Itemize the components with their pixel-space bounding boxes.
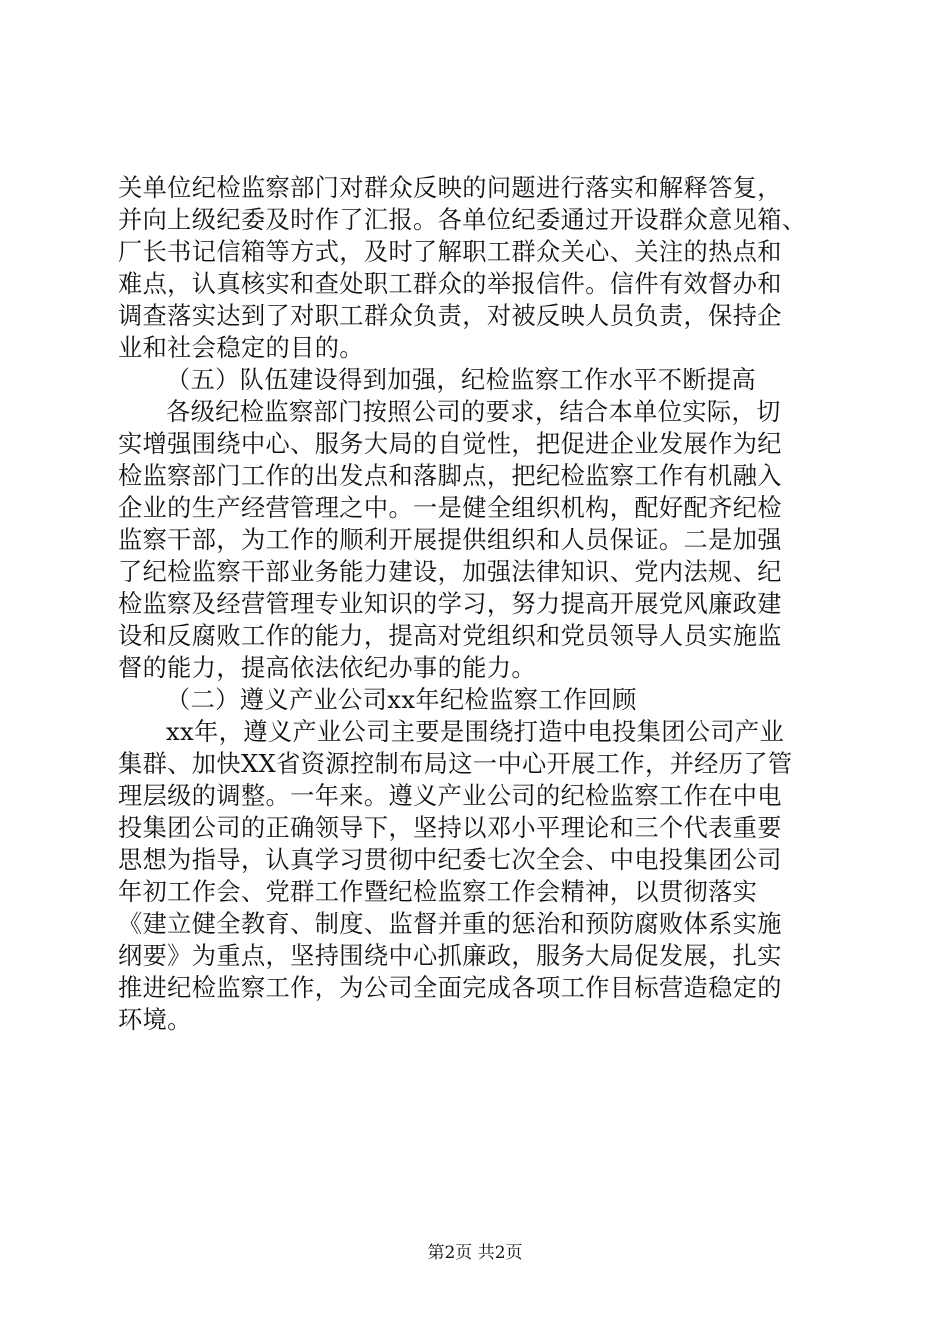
page-number-footer: 第2页 共2页 <box>427 1243 523 1263</box>
body-text-line: 理层级的调整。一年来。遵义产业公司的纪检监察工作在中电 <box>118 782 782 810</box>
section-heading: （五）队伍建设得到加强，纪检监察工作水平不断提高 <box>166 366 757 394</box>
body-text-line: 思想为指导，认真学习贯彻中纪委七次全会、中电投集团公司 <box>118 846 782 874</box>
section-heading: （二）遵义产业公司xx年纪检监察工作回顾 <box>166 686 637 714</box>
body-text-line: 集群、加快XX省资源控制布局这一中心开展工作，并经历了管 <box>118 750 793 778</box>
body-text-line: 投集团公司的正确领导下，坚持以邓小平理论和三个代表重要 <box>118 814 782 842</box>
body-text-line: 关单位纪检监察部门对群众反映的问题进行落实和解释答复， <box>118 174 782 202</box>
body-text-line: 纲要》为重点，坚持围绕中心抓廉政，服务大局促发展，扎实 <box>118 942 782 970</box>
body-text-line: 并向上级纪委及时作了汇报。各单位纪委通过开设群众意见箱、 <box>118 206 807 234</box>
body-text-line: 调查落实达到了对职工群众负责，对被反映人员负责，保持企 <box>118 302 782 330</box>
body-text-line: 监察干部，为工作的顺利开展提供组织和人员保证。二是加强 <box>118 526 782 554</box>
body-text-line: 推进纪检监察工作，为公司全面完成各项工作目标营造稳定的 <box>118 974 782 1002</box>
body-text-line: 企业的生产经营管理之中。一是健全组织机构，配好配齐纪检 <box>118 494 782 522</box>
body-text-line: 了纪检监察干部业务能力建设，加强法律知识、党内法规、纪 <box>118 558 782 586</box>
body-text-line: 难点，认真核实和查处职工群众的举报信件。信件有效督办和 <box>118 270 782 298</box>
body-text-line: 《建立健全教育、制度、监督并重的惩治和预防腐败体系实施 <box>118 910 782 938</box>
body-text-line: 设和反腐败工作的能力，提高对党组织和党员领导人员实施监 <box>118 622 782 650</box>
paragraph-first-line: 各级纪检监察部门按照公司的要求，结合本单位实际，切 <box>166 398 781 426</box>
body-text-line: 厂长书记信箱等方式，及时了解职工群众关心、关注的热点和 <box>118 238 782 266</box>
body-text-line: 实增强围绕中心、服务大局的自觉性，把促进企业发展作为纪 <box>118 430 782 458</box>
body-text-line: 检监察部门工作的出发点和落脚点，把纪检监察工作有机融入 <box>118 462 782 490</box>
body-text-line: 业和社会稳定的目的。 <box>118 334 364 362</box>
body-text-line: 督的能力，提高依法依纪办事的能力。 <box>118 654 536 682</box>
body-text-line: 检监察及经营管理专业知识的学习，努力提高开展党风廉政建 <box>118 590 782 618</box>
body-text-line: 年初工作会、党群工作暨纪检监察工作会精神，以贯彻落实 <box>118 878 758 906</box>
paragraph-first-line: xx年，遵义产业公司主要是围绕打造中电投集团公司产业 <box>166 718 785 746</box>
body-text-line: 环境。 <box>118 1006 192 1034</box>
